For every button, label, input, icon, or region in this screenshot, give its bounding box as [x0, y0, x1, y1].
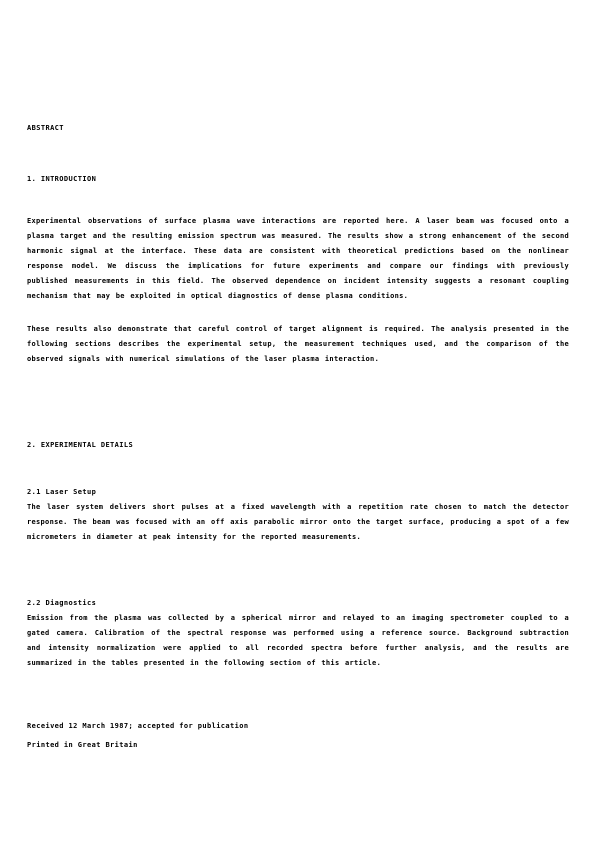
section-2-1-paragraph: The laser system delivers short pulses at a fixed wavelength with a repetition rate chosen to match the detector response. The beam was focused with an off axis parabolic mirror onto the target surface, producing a spot of a few micrometers in diameter at peak intensity for the reported measurements. — [27, 503, 569, 541]
section-2-heading: 2. EXPERIMENTAL DETAILS — [27, 441, 134, 449]
footer-received-line: Received 12 March 1987; accepted for publication — [27, 722, 249, 730]
section-2-2-heading: 2.2 Diagnostics — [27, 599, 97, 607]
abstract-heading: ABSTRACT — [27, 124, 64, 132]
section-1-paragraph-2: These results also demonstrate that careful control of target alignment is required. The analysis presented in the following sections describes the experimental setup, the measurement techniques used, and the comparison of the observed signals with numerical simulations of the laser plasma interaction. — [27, 325, 569, 363]
section-2-1-heading: 2.1 Laser Setup — [27, 488, 97, 496]
footer-printed-line: Printed in Great Britain — [27, 741, 138, 749]
section-1-paragraph: Experimental observations of surface plasma wave interactions are reported here. A laser beam was focused onto a plasma target and the resulting emission spectrum was measured. The results show a strong enhancement of the second harmonic signal at the interface. These data are consistent with theoretical predictions based on the nonlinear response model. We discuss the implications for future experiments and compare our findings with previously published measurements in this field. The observed dependence on incident intensity suggests a resonant coupling mechanism that may be exploited in optical diagnostics of dense plasma conditions. — [27, 217, 569, 300]
section-2-2-paragraph: Emission from the plasma was collected by a spherical mirror and relayed to an imaging spectrometer coupled to a gated camera. Calibration of the spectral response was performed using a reference source. Background subtraction and intensity normalization were applied to all recorded spectra before further analysis, and the results are summarized in the tables presented in the following section of this article. — [27, 614, 569, 667]
section-1-heading: 1. INTRODUCTION — [27, 175, 97, 183]
